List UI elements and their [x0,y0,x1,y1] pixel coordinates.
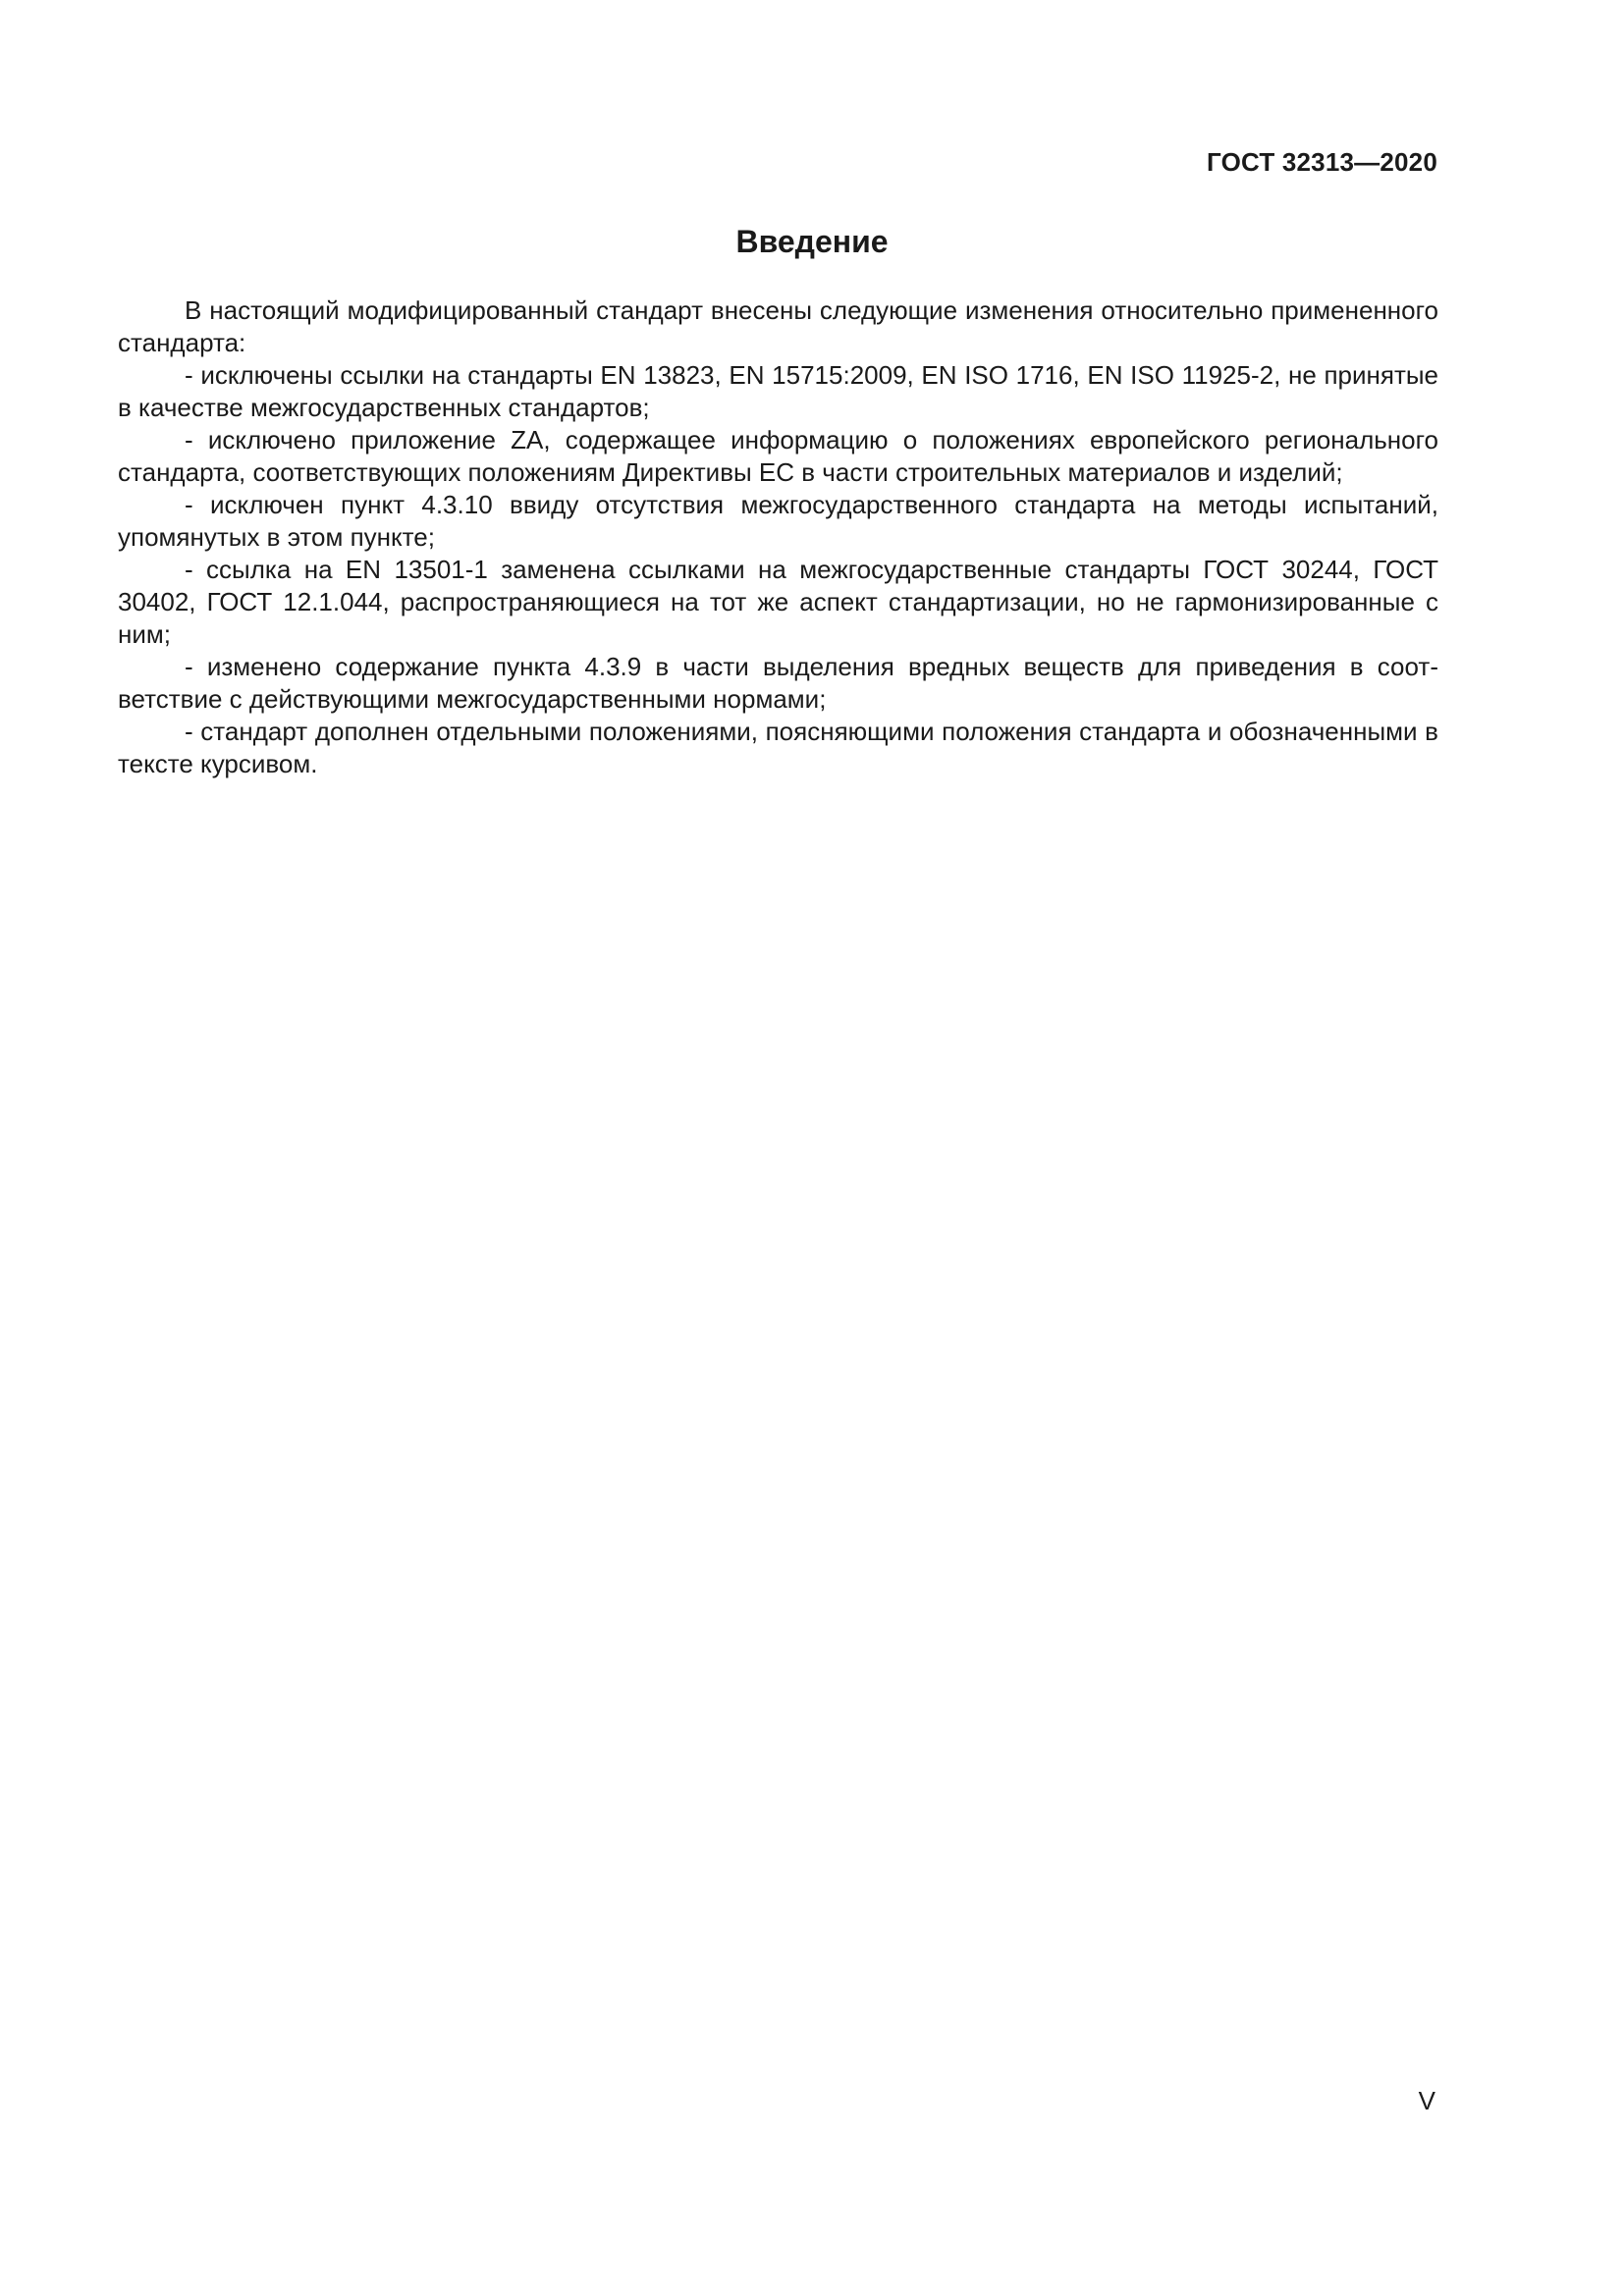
paragraph: - стандарт дополнен отдельными положениями, поясняющими положения стандарта и обозначенными в тексте курсивом. [118,717,1438,778]
document-code: ГОСТ 32313—2020 [1207,147,1437,177]
paragraph: - исключено приложение ZA, содержащее информацию о положениях европейского регионального стандарта, соответствующих положениям Директивы ЕС в части строительных материалов и изделий; [118,425,1438,487]
page-title: Введение [735,224,889,259]
introduction-body [118,294,1438,780]
paragraph: - изменено содержание пункта 4.3.9 в части выделения вредных веществ для приведения в соответствие с действующими межгосударственными нормами; [118,652,1438,714]
paragraph: - ссылка на EN 13501-1 заменена ссылками на межгосударственные стандарты ГОСТ 30244, ГОСТ 30402, ГОСТ 12.1.044, распространяющиеся на тот же аспект стандартизации, но не гармонизированные с ним; [118,555,1438,649]
paragraph: В настоящий модифицированный стандарт внесены следующие изменения относительно примененного стандарта: [118,295,1438,357]
page-number: V [1418,2086,1435,2115]
paragraph: - исключены ссылки на стандарты EN 13823, EN 15715:2009, EN ISO 1716, EN ISO 11925-2, не принятые в качестве межгосударственных стандартов; [118,360,1438,422]
paragraph: - исключен пункт 4.3.10 ввиду отсутствия межгосударственного стандарта на методы испытаний, упомянутых в этом пункте; [118,490,1438,552]
